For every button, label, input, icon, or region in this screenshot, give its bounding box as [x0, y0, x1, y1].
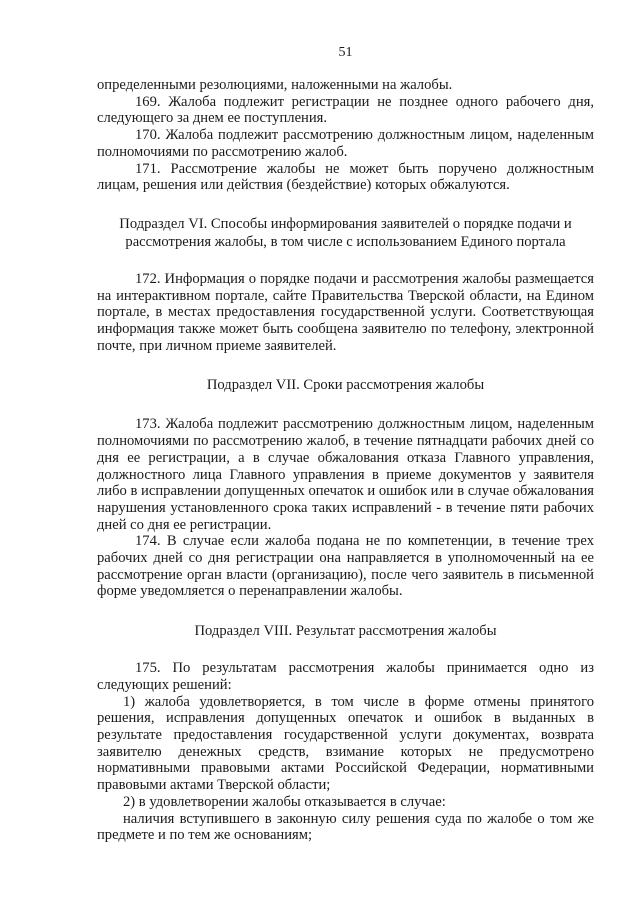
page-number: 51 [338, 45, 353, 60]
paragraph: 172. Информация о порядке подачи и рассмотрения жалобы размещается на интерактивном портале, сайте Правительства Тверской области, на Едином портале, в местах предоставления государственной услуги. Соответствующая информация также может быть сообщена заявителю по телефону, электронной почте, при личном приеме заявителей. [97, 270, 594, 354]
paragraph-group-top [97, 77, 594, 194]
paragraph: 169. Жалоба подлежит регистрации не позднее одного рабочего дня, следующего за днем ее поступления. [97, 93, 594, 127]
section-heading-vi: Подраздел VI. Способы информирования заявителей о порядке подачи и рассмотрения жалобы, в том числе с использованием Единого портала [119, 215, 572, 250]
section-heading-vii: Подраздел VII. Сроки рассмотрения жалобы [206, 377, 485, 394]
paragraph: 170. Жалоба подлежит рассмотрению должностным лицом, наделенным полномочиями по рассмотрению жалоб. [97, 127, 594, 160]
paragraph-group-sec6 [97, 271, 594, 355]
paragraph: определенными резолюциями, наложенными на жалобы. [97, 77, 453, 93]
paragraph: 1) жалоба удовлетворяется, в том числе в форме отмены принятого решения, исправления допущенных опечаток и ошибок в выданных в результате предоставления государственной услуги документах, возврата заявителю денежных средств, взимание которых не предусмотрено нормативными правовыми актами Российской Федерации, нормативными правовыми актами Тверской области; [97, 693, 594, 794]
paragraph: 173. Жалоба подлежит рассмотрению должностным лицом, наделенным полномочиями по рассмотрению жалоб, в течение пятнадцати рабочих дней со дня ее регистрации, а в случае обжалования отказа Главного управления, должностного лица Главного управления в приеме документов у заявителя либо в исправлении допущенных опечаток и ошибок или в случае обжалования нарушения установленного срока таких исправлений - в течение пяти рабочих дней со дня ее регистрации. [97, 416, 594, 533]
paragraph: 175. По результатам рассмотрения жалобы принимается одно из следующих решений: [97, 660, 594, 693]
paragraph-group-sec7 [97, 416, 594, 600]
section-heading-viii: Подраздел VIII. Результат рассмотрения жалобы [194, 623, 497, 640]
paragraph: 2) в удовлетворении жалобы отказывается в случае: [123, 793, 446, 810]
paragraph: наличия вступившего в законную силу решения суда по жалобе о том же предмете и по тем же основаниям; [97, 810, 594, 844]
paragraph-group-sec8 [97, 660, 594, 844]
paragraph: 174. В случае если жалоба подана не по компетенции, в течение трех рабочих дней со дня регистрации она направляется в уполномоченный на ее рассмотрение орган власти (организацию), после чего заявитель в письменной форме уведомляется о перенаправлении жалобы. [97, 533, 594, 600]
document-body [97, 77, 594, 844]
paragraph: 171. Рассмотрение жалобы не может быть поручено должностным лицам, решения или действия (бездействие) которых обжалуются. [97, 160, 594, 194]
